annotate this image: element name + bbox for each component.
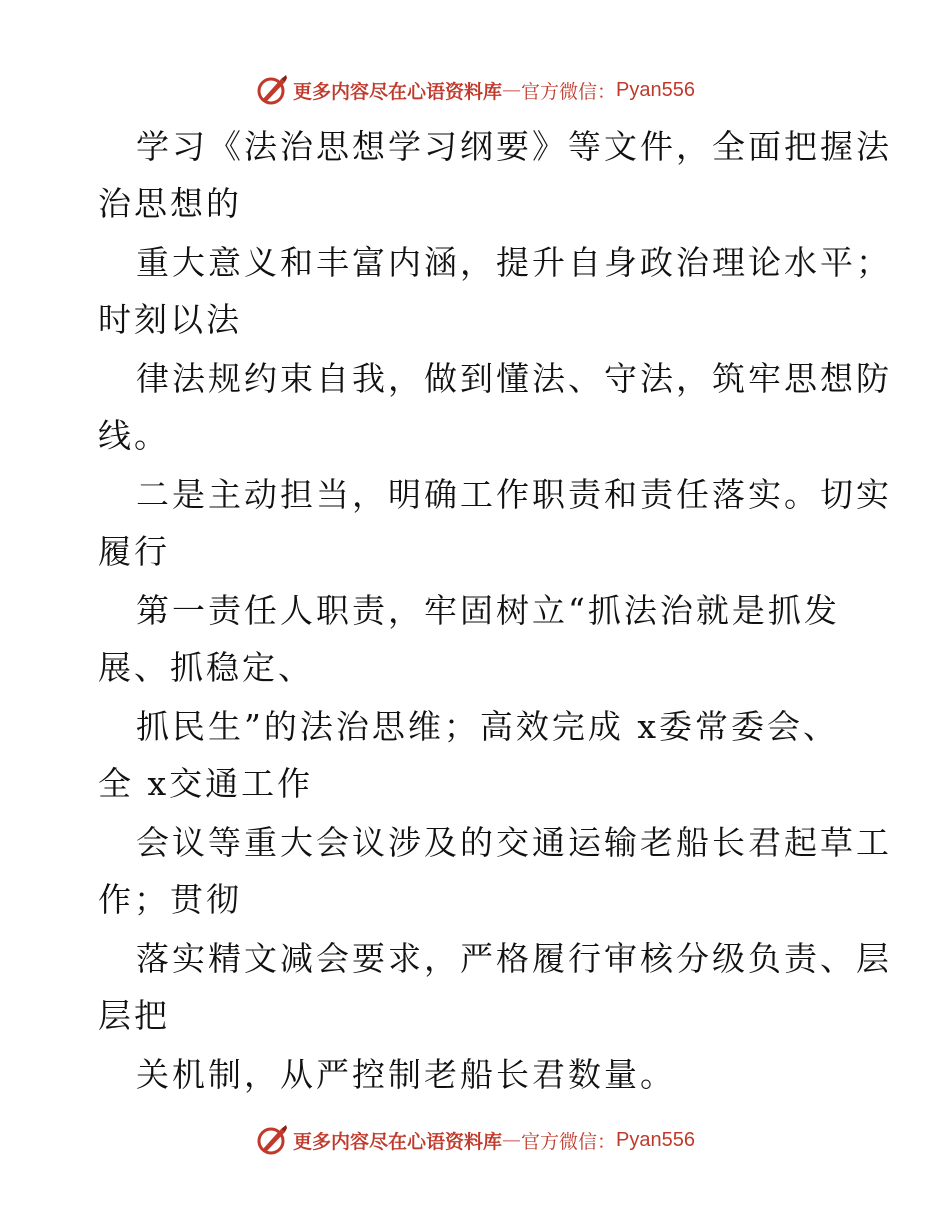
text-line: 治思想的 [98,184,242,223]
text-line: 会议等重大会议涉及的交通运输老船长君起草工 [136,823,892,862]
watermark-wechat-id: Pyan556 [616,1128,695,1151]
text-line: 关机制，从严控制老船长君数量。 [136,1055,676,1094]
footer-watermark [0,1120,950,1160]
watermark-separator: — [502,79,522,101]
text-line: 重大意义和丰富内涵，提升自身政治理论水平； [136,243,892,282]
text-line: 全 x交通工作 [98,764,314,803]
text-line: 二是主动担当，明确工作职责和责任落实。切实 [136,475,892,514]
watermark-wechat-id: Pyan556 [616,78,695,101]
quill-pen-logo-icon [255,1123,289,1157]
text-line: 层把 [98,996,170,1035]
text-line: 履行 [98,532,170,571]
text-line: 时刻以法 [98,300,242,339]
watermark-brand-text: 更多内容尽在心语资料库 [293,1130,503,1153]
text-line: 线。 [98,416,170,455]
text-line: 落实精文减会要求，严格履行审核分级负责、层 [136,939,892,978]
watermark-wechat-label: 官方微信： [521,80,617,103]
quill-pen-logo-icon [255,73,289,107]
text-line: 律法规约束自我，做到懂法、守法，筑牢思想防 [136,359,892,398]
text-line: 展、抓稳定、 [98,648,314,687]
text-line: 作；贯彻 [98,880,242,919]
text-line: 第一责任人职责，牢固树立“抓法治就是抓发 [136,591,840,630]
header-watermark [0,70,950,110]
text-line: 学习《法治思想学习纲要》等文件，全面把握法 [136,127,892,166]
watermark-wechat-label: 官方微信： [521,1130,617,1153]
watermark-separator: — [502,1129,522,1151]
text-line: 抓民生”的法治思维；高效完成 x委常委会、 [136,707,839,746]
watermark-brand-text: 更多内容尽在心语资料库 [293,80,503,103]
